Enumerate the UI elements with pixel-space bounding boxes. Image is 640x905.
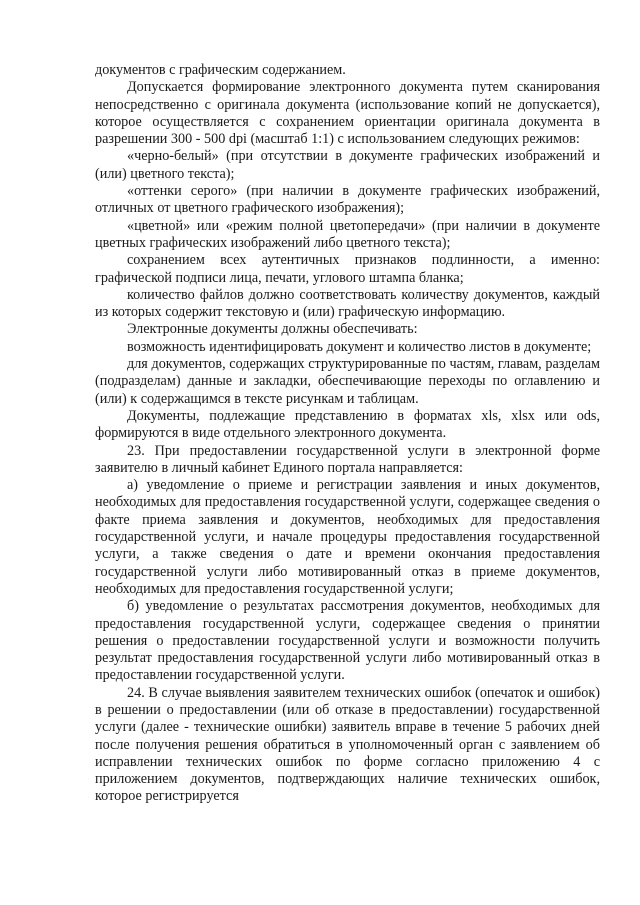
paragraph-requirements-intro: Электронные документы должны обеспечивать:: [127, 321, 418, 338]
paragraph-formats: Документы, подлежащие представлению в форматах xls, xlsx или ods, формируются в виде отдельного электронного документа.: [95, 407, 600, 442]
paragraph-mode-bw: «черно-белый» (при отсутствии в документе графических изображений и (или) цветного текста);: [95, 148, 600, 182]
paragraph-mode-color: «цветной» или «режим полной цветопередачи» (при наличии в документе цветных графических изображений либо цветного текста);: [95, 217, 600, 251]
paragraph-identify: возможность идентифицировать документ и количество листов в документе;: [127, 338, 592, 355]
paragraph-authenticity: сохранением всех аутентичных признаков подлинности, а именно: графической подписи лица, печати, углового штампа бланка;: [95, 252, 600, 286]
paragraph-mode-gray: «оттенки серого» (при наличии в документе графических изображений, отличных от цветного графического изображения);: [95, 183, 600, 217]
paragraph-section-24: 24. В случае выявления заявителем технических ошибок (опечаток и ошибок) в решении о предоставлении (или об отказе в предоставлении) государственной услуги (далее - технические ошибки) заявитель вправе в течение 5 рабочих дней после получения решения обратиться в уполномоченный орган с заявлением об исправлении технических ошибок по форме согласно приложению 4 с приложением документов, подтверждающих наличие технических ошибок, которое регистрируется: [95, 684, 600, 805]
paragraph-item-a: а) уведомление о приеме и регистрации заявления и иных документов, необходимых для предоставления государственной услуги, содержащее сведения о факте приема заявления и документов, необходимых для предоставления государственной услуги, и начале процедуры предоставления государственной услуги, а также сведения о дате и времени окончания предоставления государственной услуги либо мотивированный отказ в приеме документов, необходимых для предоставления государственной услуги;: [95, 477, 600, 597]
document-page: [95, 62, 600, 806]
paragraph-continuation: документов с графическим содержанием.: [95, 62, 346, 78]
paragraph-bookmarks: для документов, содержащих структурированные по частям, главам, разделам (подразделам) данные и закладки, обеспечивающие переходы по оглавлению и (или) к содержащимся в тексте рисункам и таблицам.: [95, 356, 600, 407]
paragraph-file-count: количество файлов должно соответствовать количеству документов, каждый из которых содержит текстовую и (или) графическую информацию.: [95, 286, 600, 321]
paragraph-scanning: Допускается формирование электронного документа путем сканирования непосредственно с оригинала документа (использование копий не допускается), которое осуществляется с сохранением ориентации оригинала документа в разрешении 300 - 500 dpi (масштаб 1:1) с использованием следующих режимов:: [95, 79, 600, 148]
paragraph-item-b: б) уведомление о результатах рассмотрения документов, необходимых для предоставления государственной услуги, содержащее сведения о принятии решения о предоставлении государственной услуги и возможности получить результат предоставления государственной услуги либо мотивированный отказ в предоставлении государственной услуги.: [95, 598, 600, 684]
paragraph-section-23: 23. При предоставлении государственной услуги в электронной форме заявителю в личный кабинет Единого портала направляется:: [95, 442, 600, 476]
